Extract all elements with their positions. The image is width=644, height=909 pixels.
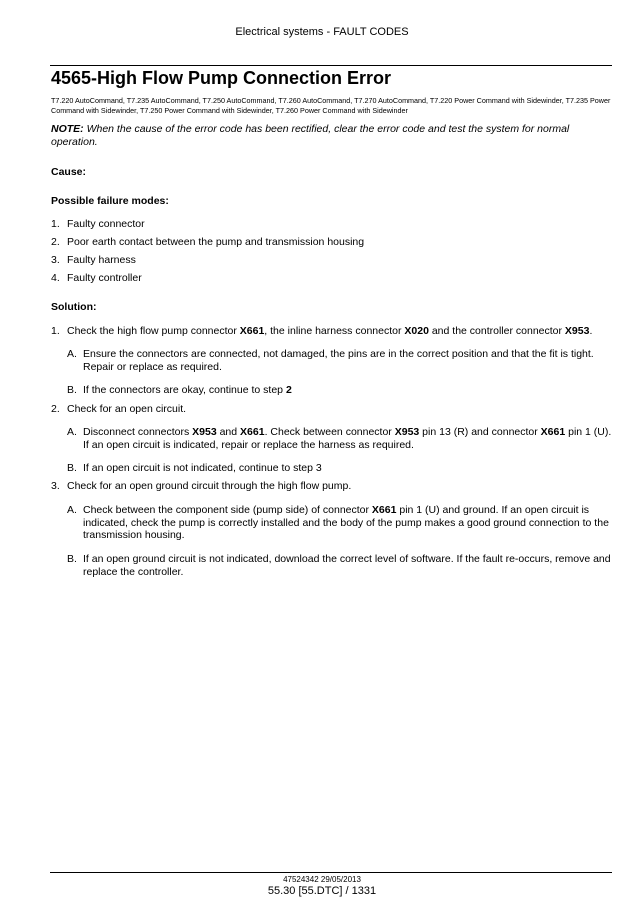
substep-letter: B. [67, 553, 77, 565]
failure-modes-heading: Possible failure modes: [51, 195, 169, 207]
failure-mode-item [51, 218, 145, 231]
substep-text: Ensure the connectors are connected, not damaged, the pins are in the correct position and that the fit is tight. Repair or replace as required. [83, 348, 594, 373]
connector-id: X661 [240, 426, 265, 438]
item-number: 2. [51, 236, 60, 248]
page-header: Electrical systems - FAULT CODES [235, 26, 409, 38]
document-reference: 47524342 29/05/2013 [283, 875, 361, 884]
connector-id: X020 [404, 325, 429, 337]
substep-letter: A. [67, 504, 77, 516]
connector-id: X661 [540, 426, 566, 438]
connector-id: X953 [564, 325, 590, 337]
item-number: 1. [51, 218, 60, 230]
header-rule [50, 65, 612, 66]
substep-letter: A. [67, 348, 77, 360]
step-number: 3. [51, 480, 60, 492]
solution-heading: Solution: [51, 301, 97, 313]
substep-letter: A. [67, 426, 77, 438]
applicable-models: T7.220 AutoCommand, T7.235 AutoCommand, T7.250 AutoCommand, T7.260 AutoCommand, T7.270 AutoCommand, T7.220 Power Command with Sidewinder, T7.235 Power Command with Sidewinder, T7.250 Power Command with Sidewinder, T7.260 Power Command with Sidewinder [51, 96, 611, 115]
substep-text: Disconnect connectors X953 and X661. Check between connector X953 pin 13 (R) and connector X661 pin 1 (U). If an open circuit is indicated, repair or replace the harness as required. [83, 426, 612, 451]
item-number: 3. [51, 254, 60, 266]
step-reference: 2 [285, 384, 292, 396]
item-text: Faulty connector [67, 218, 145, 230]
page-reference: 55.30 [55.DTC] / 1331 [267, 885, 377, 897]
failure-mode-item [51, 236, 364, 249]
cause-heading: Cause: [51, 166, 87, 178]
substep-text: If the connectors are okay, continue to step 2 [83, 384, 292, 396]
step-text: Check for an open circuit. [67, 403, 187, 415]
step-text: Check the high flow pump connector X661, the inline harness connector X020 and the controller connector X953. [67, 325, 593, 337]
footer-rule [50, 872, 612, 873]
failure-mode-item [51, 272, 142, 285]
note-paragraph [51, 123, 616, 148]
connector-id: X661 [239, 325, 265, 337]
note-label: NOTE: [51, 123, 84, 135]
substep-letter: B. [67, 462, 77, 474]
failure-mode-item [51, 254, 136, 267]
substep-text: If an open circuit is not indicated, continue to step 3 [83, 462, 322, 474]
note-text: When the cause of the error code has been rectified, clear the error code and test the system for normal operation. [51, 123, 570, 148]
connector-id: X953 [192, 426, 217, 438]
connector-id: X661 [371, 504, 397, 516]
item-number: 4. [51, 272, 60, 284]
step-number: 1. [51, 325, 60, 337]
substep-text: If an open ground circuit is not indicated, download the correct level of software. If the fault re-occurs, remove and replace the controller. [83, 553, 611, 578]
substep-letter: B. [67, 384, 77, 396]
item-text: Poor earth contact between the pump and transmission housing [67, 236, 365, 248]
item-text: Faulty controller [67, 272, 142, 284]
fault-code-title: 4565-High Flow Pump Connection Error [51, 68, 392, 88]
substep-text: Check between the component side (pump side) of connector X661 pin 1 (U) and ground. If an open circuit is indicated, check the pump is correctly installed and the body of the pump makes a good ground connection to the transmission housing. [83, 504, 609, 541]
item-text: Faulty harness [67, 254, 136, 266]
connector-id: X953 [394, 426, 420, 438]
step-number: 2. [51, 403, 60, 415]
step-text: Check for an open ground circuit through the high flow pump. [67, 480, 352, 492]
